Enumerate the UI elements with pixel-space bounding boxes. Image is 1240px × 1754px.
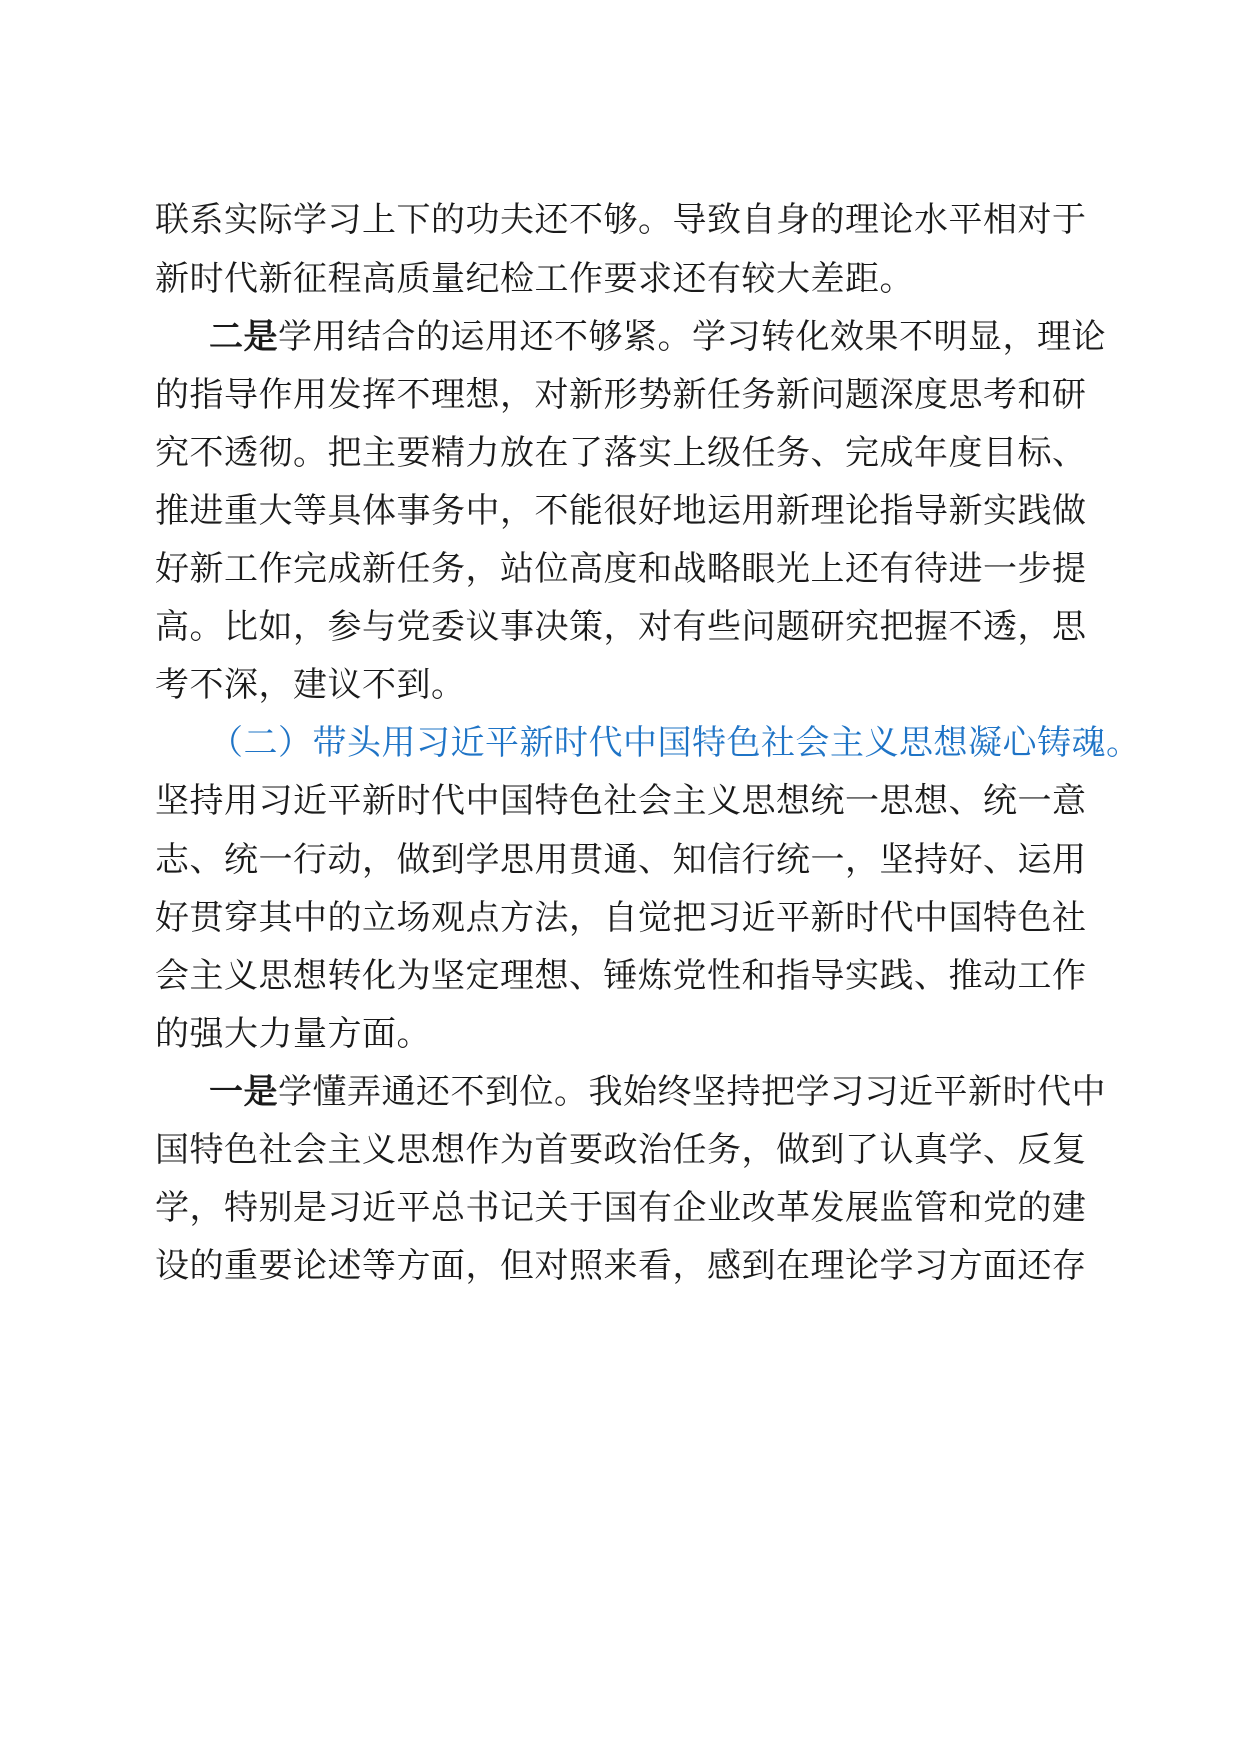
section-heading: （二）带头用习近平新时代中国特色社会主义思想凝心铸魂。: [209, 723, 1141, 763]
paragraph-line: 志、统一行动，做到学思用贯通、知信行统一，坚持好、运用: [155, 840, 1087, 880]
paragraph-line: 考不深，建议不到。: [155, 665, 466, 705]
paragraph-line: 的指导作用发挥不理想，对新形势新任务新问题深度思考和研: [155, 375, 1087, 415]
paragraph-line: 究不透彻。把主要精力放在了落实上级任务、完成年度目标、: [155, 433, 1087, 473]
paragraph-line: 会主义思想转化为坚定理想、锤炼党性和指导实践、推动工作: [155, 956, 1087, 996]
paragraph-line: 联系实际学习上下的功夫还不够。导致自身的理论水平相对于: [155, 200, 1087, 240]
paragraph-line: 推进重大等具体事务中，不能很好地运用新理论指导新实践做: [155, 491, 1087, 531]
paragraph-line: 新时代新征程高质量纪检工作要求还有较大差距。: [155, 259, 914, 299]
paragraph-text: 学懂弄通还不到位。我始终坚持把学习习近平新时代中: [278, 1072, 1106, 1112]
paragraph-first-line: [209, 1070, 1106, 1114]
paragraph-line: 坚持用习近平新时代中国特色社会主义思想统一思想、统一意: [155, 781, 1087, 821]
paragraph-line: 好贯穿其中的立场观点方法，自觉把习近平新时代中国特色社: [155, 898, 1087, 938]
paragraph-text: 学用结合的运用还不够紧。学习转化效果不明显，理论: [278, 317, 1106, 357]
paragraph-line: 国特色社会主义思想作为首要政治任务，做到了认真学、反复: [155, 1130, 1087, 1170]
paragraph-line: 的强大力量方面。: [155, 1014, 431, 1054]
paragraph-line: 学，特别是习近平总书记关于国有企业改革发展监管和党的建: [155, 1188, 1087, 1228]
paragraph-first-line: [209, 315, 1106, 359]
paragraph-line: 设的重要论述等方面，但对照来看，感到在理论学习方面还存: [155, 1246, 1087, 1286]
paragraph-line: 好新工作完成新任务，站位高度和战略眼光上还有待进一步提: [155, 549, 1087, 589]
paragraph-lead: 一是: [209, 1072, 278, 1112]
paragraph-line: 高。比如，参与党委议事决策，对有些问题研究把握不透，思: [155, 607, 1087, 647]
paragraph-lead: 二是: [209, 317, 278, 357]
